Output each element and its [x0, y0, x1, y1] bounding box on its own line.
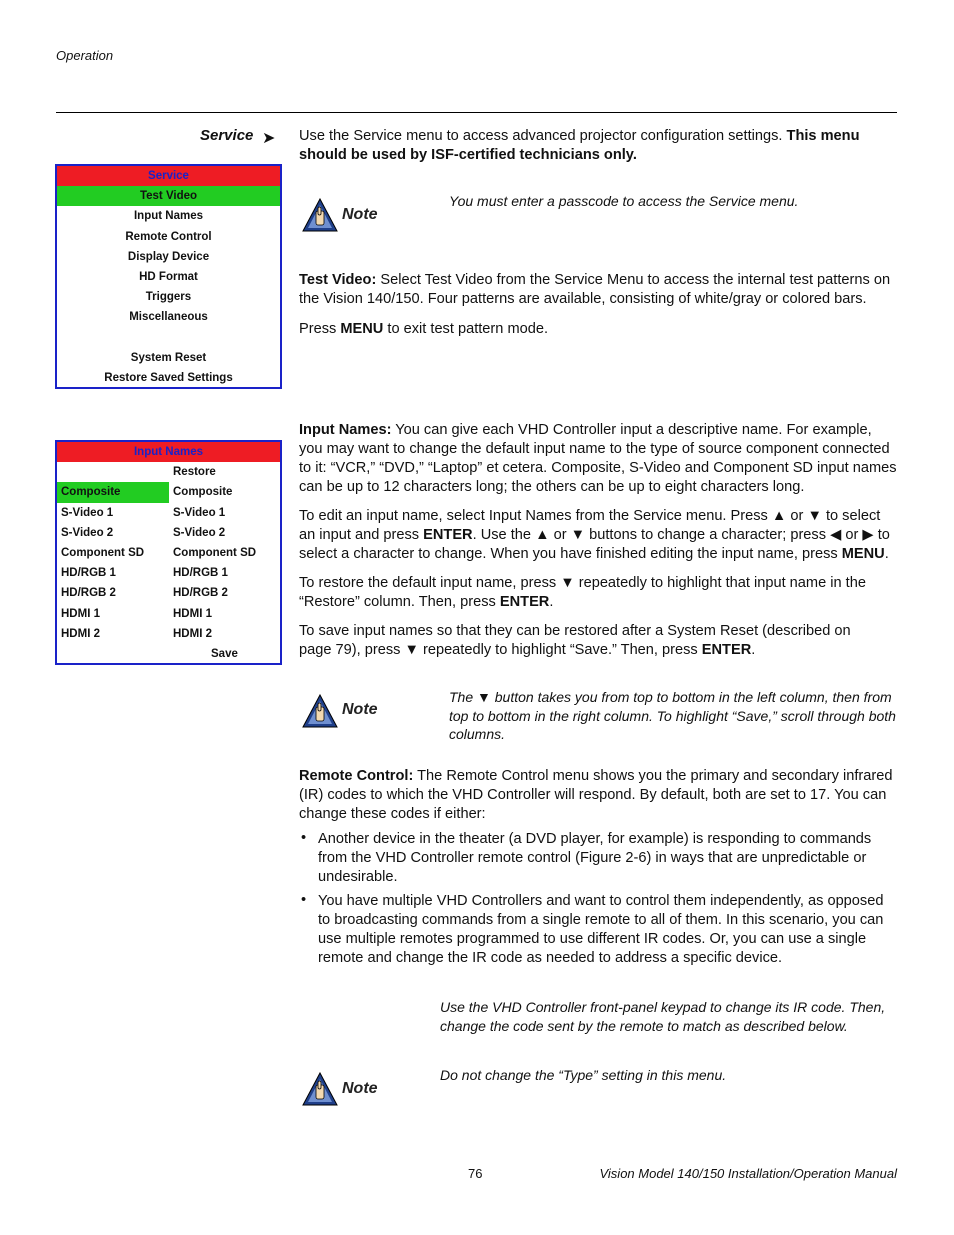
note-hand-icon — [301, 693, 339, 729]
arrow-right-icon: ➤ — [262, 130, 276, 147]
manual-title: Vision Model 140/150 Installation/Operation Manual — [599, 1166, 897, 1181]
note-label: Note — [342, 701, 378, 718]
up-arrow-icon: ▲ — [771, 508, 787, 524]
service-menu-spacer — [57, 328, 280, 348]
service-menu-item[interactable]: Miscellaneous — [129, 311, 208, 324]
service-menu-item[interactable]: Remote Control — [125, 230, 212, 243]
right-arrow-icon: ▶ — [862, 527, 874, 543]
note-passcode: You must enter a passcode to access the Service menu. — [449, 193, 799, 209]
service-intro: Use the Service menu to access advanced projector configuration settings. This menu should be used by ISF-certified technicians only. — [299, 128, 860, 163]
input-name-restore[interactable]: HD/RGB 2 — [173, 587, 228, 600]
down-arrow-icon: ▼ — [404, 642, 419, 658]
input-names-restore-paragraph: To restore the default input name, press ▼ repeatedly to highlight that input name in the “Restore” column. Then, press ENTER. — [299, 575, 866, 610]
service-menu-item[interactable]: System Reset — [130, 351, 207, 364]
input-name-left[interactable]: HD/RGB 1 — [61, 567, 116, 580]
input-name-restore[interactable]: HDMI 2 — [173, 627, 212, 640]
note-button-order: The ▼ button takes you from top to bottom in the left column, then from top to bottom in the right column. To highlight “Save,” scroll through both columns. — [449, 689, 896, 742]
bullet-marker: • — [301, 892, 307, 908]
input-name-left[interactable]: Component SD — [61, 547, 145, 560]
service-menu-title: Service — [57, 166, 280, 186]
remote-control-paragraph: Remote Control: The Remote Control menu shows you the primary and secondary infrared (IR) codes to which the VHD Controller will respond. By default, both are set to 17. You can change these codes if either: — [299, 768, 893, 822]
test-video-paragraph: Test Video: Select Test Video from the Service Menu to access the internal test patterns on the Vision 140/150. Four patterns are available, consisting of white/gray or colored bars. — [299, 272, 891, 307]
service-menu-item[interactable]: Input Names — [133, 210, 203, 223]
remote-bullet-item: Another device in the theater (a DVD player, for example) is responding to commands from the VHD Controller remote control (Figure 2-6) in ways that are unpredictable or undesirable. — [318, 831, 872, 885]
header-rule — [56, 112, 897, 113]
remote-bullet-item: You have multiple VHD Controllers and want to control them independently, as opposed to broadcasting commands from a single remote to all of them. In this scenario, you can use multiple remotes programmed to use different IR codes. Or, you can use a single remote and change the IR code as needed to address a specific device. — [318, 893, 884, 966]
restore-column-header: Restore — [173, 466, 216, 479]
down-arrow-icon: ▼ — [477, 689, 491, 705]
down-arrow-icon: ▼ — [560, 575, 575, 591]
input-name-left[interactable]: S-Video 1 — [61, 506, 114, 519]
service-menu-item[interactable]: Test Video — [57, 186, 280, 206]
input-names-menu — [55, 440, 282, 665]
input-name-left[interactable]: HD/RGB 2 — [61, 587, 116, 600]
input-name-left[interactable]: HDMI 1 — [61, 607, 100, 620]
input-name-restore[interactable]: HDMI 1 — [173, 607, 212, 620]
note-keypad: Use the VHD Controller front-panel keypad to change its IR code. Then, change the code sent by the remote to match as described below. — [440, 999, 886, 1034]
note-label: Note — [342, 206, 378, 223]
bullet-marker: • — [301, 830, 307, 846]
note-label: Note — [342, 1080, 378, 1097]
note-type-setting: Do not change the “Type” setting in this menu. — [440, 1067, 727, 1083]
service-menu — [55, 164, 282, 389]
input-name-left[interactable]: Composite — [57, 482, 169, 502]
test-video-exit-paragraph: Press MENU to exit test pattern mode. — [299, 321, 549, 337]
note-hand-icon — [301, 197, 339, 233]
input-name-restore[interactable]: Composite — [173, 486, 233, 499]
down-arrow-icon: ▼ — [570, 527, 586, 543]
service-menu-item[interactable]: Restore Saved Settings — [104, 371, 233, 384]
input-names-save-paragraph: To save input names so that they can be restored after a System Reset (described on page 79), press ▼ repeatedly to highlight “Save.” Then, press ENTER. — [299, 623, 851, 658]
save-item[interactable]: Save — [211, 647, 238, 660]
input-names-paragraph: Input Names: You can give each VHD Controller input a descriptive name. For example, you may want to change the default input name to the type of source component connected to it: “VCR,” “DVD,” “Laptop” et cetera. Composite, S-Video and Component SD input names can be up to 12 characters long; the others can be up to eight characters long. — [299, 422, 897, 495]
running-header: Operation — [56, 48, 114, 63]
section-label-service: Service — [200, 127, 254, 144]
service-menu-item[interactable]: Display Device — [127, 250, 210, 263]
input-name-restore[interactable]: S-Video 1 — [173, 506, 226, 519]
left-arrow-icon: ◀ — [830, 527, 842, 543]
input-names-edit-paragraph: To edit an input name, select Input Names from the Service menu. Press ▲ or ▼ to select an input and press ENTER. Use the ▲ or ▼ buttons to change a character; press ◀ or ▶ to select a character to change. When you have finished editing the input name, press MENU. — [299, 508, 890, 562]
up-arrow-icon: ▲ — [535, 527, 550, 543]
input-name-restore[interactable]: S-Video 2 — [173, 526, 226, 539]
input-name-left[interactable]: S-Video 2 — [61, 526, 114, 539]
input-name-restore[interactable]: Component SD — [173, 547, 257, 560]
input-name-restore[interactable]: HD/RGB 1 — [173, 567, 228, 580]
input-name-left[interactable]: HDMI 2 — [61, 627, 100, 640]
service-menu-item[interactable]: HD Format — [139, 271, 198, 284]
service-menu-item[interactable]: Triggers — [145, 291, 192, 304]
down-arrow-icon: ▼ — [807, 508, 822, 524]
note-hand-icon — [301, 1071, 339, 1107]
page-number: 76 — [468, 1166, 483, 1181]
input-names-menu-title: Input Names — [57, 442, 280, 462]
